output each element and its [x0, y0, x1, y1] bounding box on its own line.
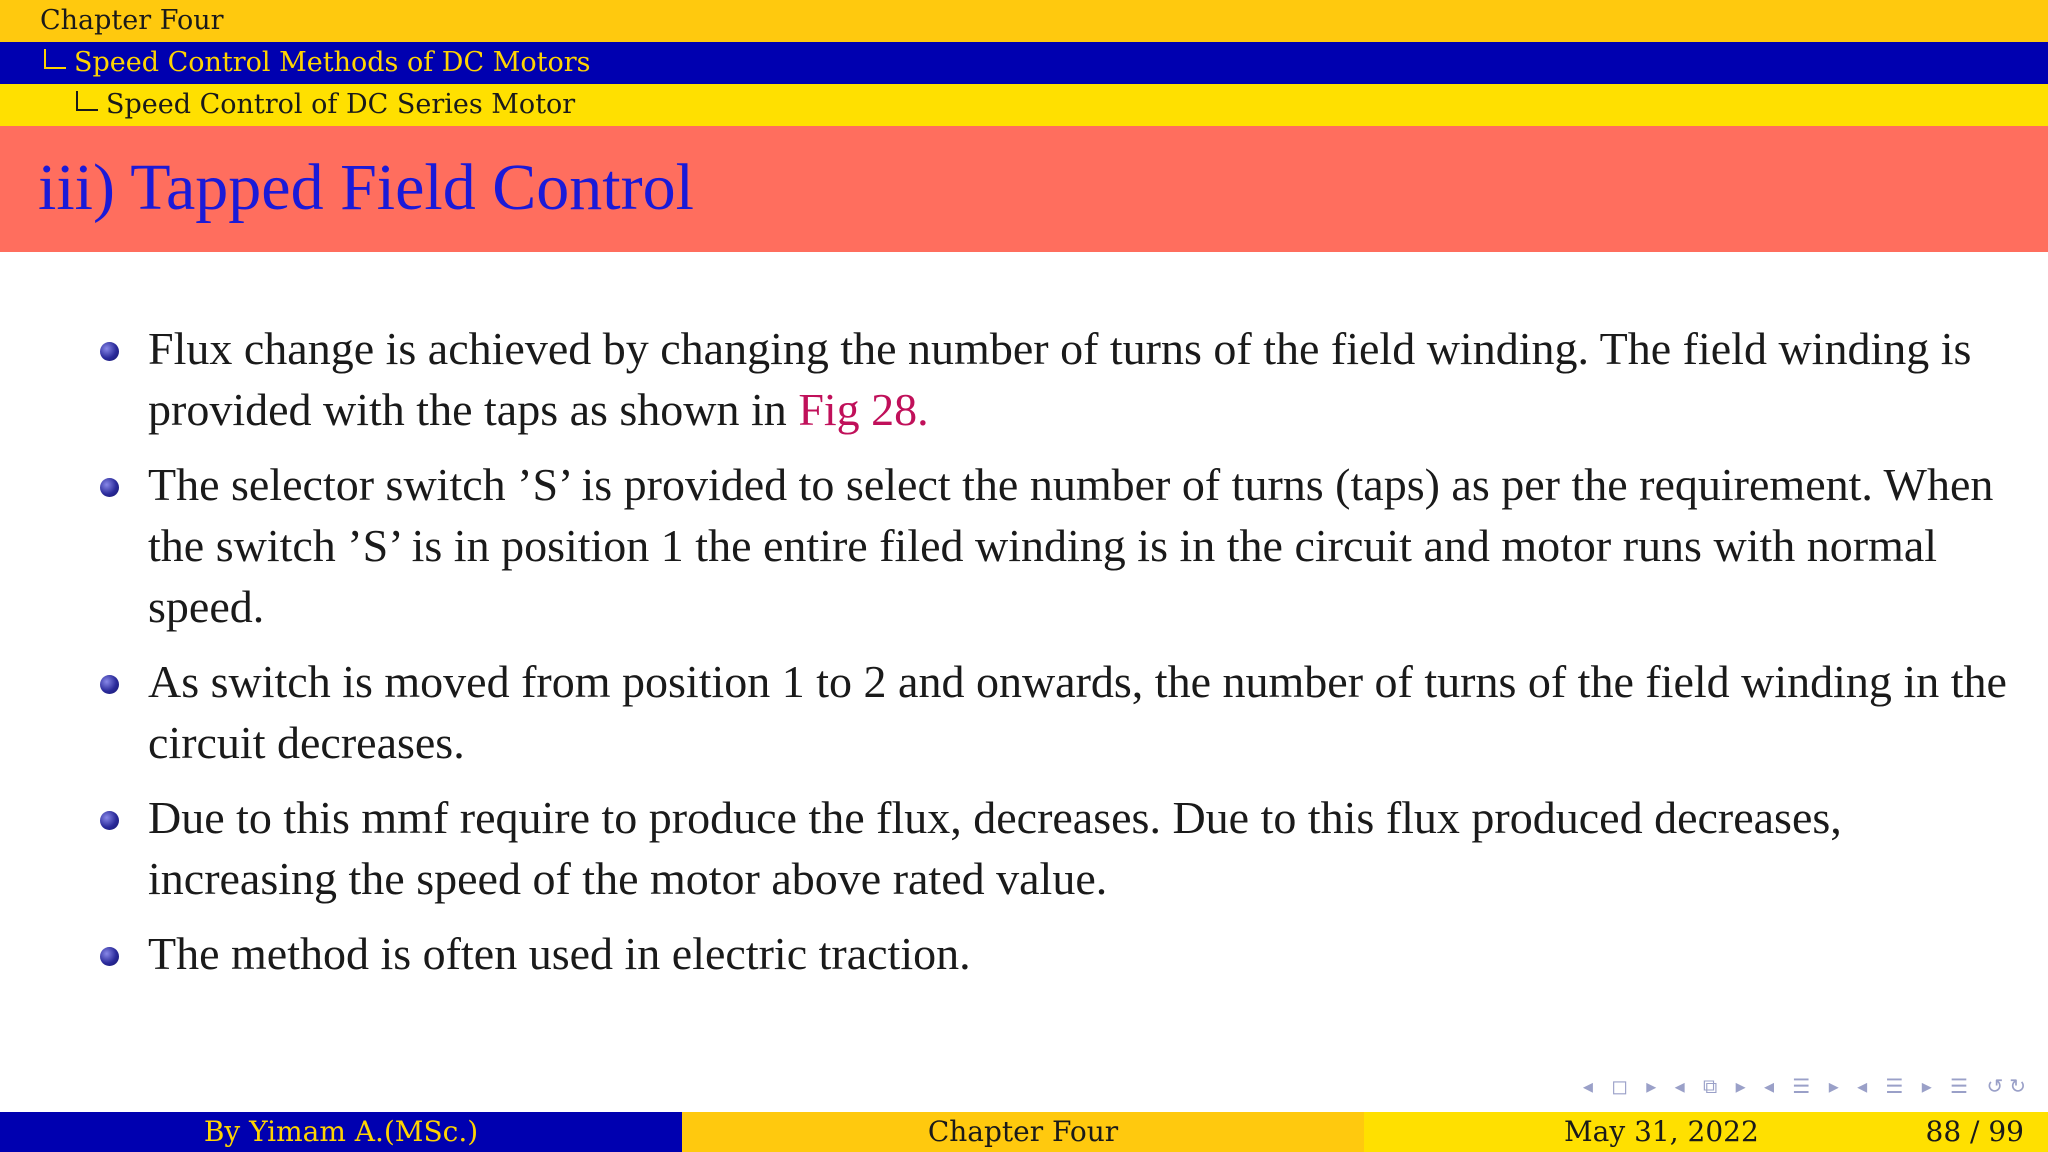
header-chapter[interactable]	[0, 0, 2048, 42]
footer-chapter: Chapter Four	[682, 1112, 1364, 1152]
header-chapter-label: Chapter Four	[40, 5, 224, 36]
tree-branch-icon	[44, 49, 66, 69]
bullet-list	[100, 318, 2010, 998]
header-subsection-label: Speed Control of DC Series Motor	[106, 89, 576, 120]
list-item	[100, 787, 2010, 909]
list-item	[100, 454, 2010, 637]
bullet-icon	[100, 342, 119, 361]
footer-author: By Yimam A.(MSc.)	[0, 1112, 682, 1152]
header-subsection[interactable]	[0, 84, 2048, 126]
list-item	[100, 318, 2010, 440]
bullet-icon	[100, 947, 119, 966]
list-item	[100, 923, 2010, 984]
bullet-text: Due to this mmf require to produce the flux, decreases. Due to this flux produced decreases, increasing the speed of the motor above rated value.	[148, 792, 1842, 904]
list-item	[100, 651, 2010, 773]
footer	[0, 1112, 2048, 1152]
bullet-text: The selector switch ’S’ is provided to select the number of turns (taps) as per the requirement. When the switch ’S’ is in position 1 the entire filed winding is in the circuit and motor runs with normal speed.	[148, 459, 1994, 632]
figure-reference-link[interactable]: Fig 28.	[798, 384, 929, 435]
tree-branch-icon	[76, 91, 98, 111]
page-number: 88 / 99	[1925, 1115, 2024, 1148]
bullet-text: The method is often used in electric traction.	[148, 928, 971, 979]
beamer-navigation-icons[interactable]: ◂ ◻ ▸ ◂ ⧉ ▸ ◂ ☰ ▸ ◂ ☰ ▸ ☰ ↺↻	[1582, 1074, 2032, 1098]
slide-title: iii) Tapped Field Control	[38, 151, 694, 224]
header-section[interactable]	[0, 42, 2048, 84]
bullet-icon	[100, 675, 119, 694]
footer-date-page	[1364, 1112, 2048, 1152]
bullet-text: As switch is moved from position 1 to 2 and onwards, the number of turns of the field winding in the circuit decreases.	[148, 656, 2007, 768]
bullet-icon	[100, 478, 119, 497]
footer-date: May 31, 2022	[1564, 1115, 1759, 1148]
header-section-label: Speed Control Methods of DC Motors	[74, 47, 591, 78]
bullet-text: Flux change is achieved by changing the number of turns of the field winding. The field winding is provided with the taps as shown in	[148, 323, 1972, 435]
bullet-icon	[100, 811, 119, 830]
